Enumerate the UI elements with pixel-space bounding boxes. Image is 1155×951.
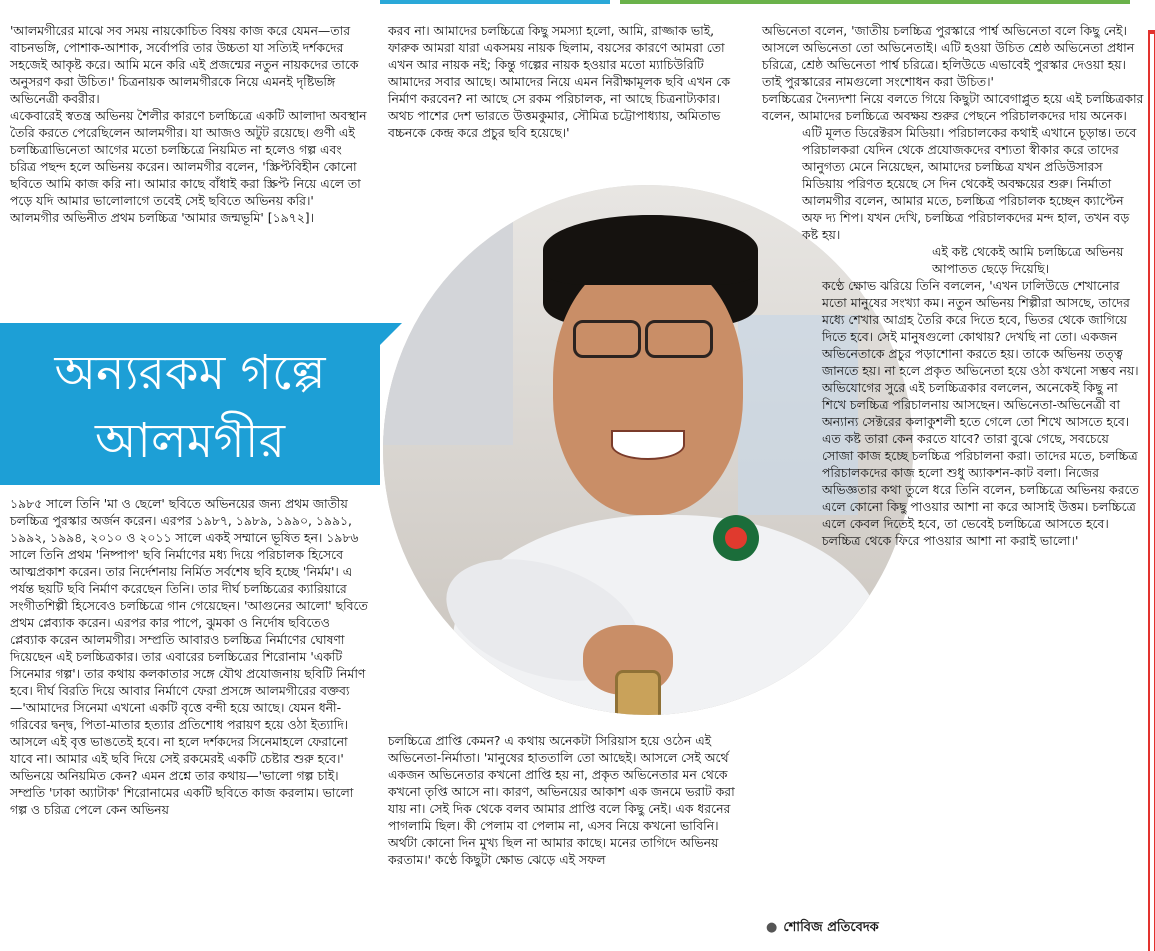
- smile: [611, 430, 685, 460]
- paragraph: চলচ্চিত্রের দৈন্যদশা নিয়ে বলতে গিয়ে কিছুটা আবেগাপ্লুত হয়ে এই চলচ্চিত্রকার বলেন, আমাদের চলচ্চিত্রে অবক্ষয় শুরুর পেছনে পরিচালকদের দায় অনেক।: [762, 91, 1144, 123]
- paragraph: 'আলমগীরের মাঝে সব সময় নায়কোচিত বিষয় কাজ করে যেমন—তার বাচনভঙ্গি, পোশাক-আশাক, সর্বোপরি তার উচ্চতা যা সত্যিই দর্শকদের সহজেই আকৃষ্ট করে। আমি মনে করি এই প্রজন্মের নতুন নায়কদের তাকে অনুসরণ করা উচিত।' চিত্রনায়ক আলমগীরকে নিয়ে এমনই দৃষ্টিভঙ্গি অভিনেত্রী কবরীর।: [10, 23, 359, 106]
- top-bar-green: [620, 0, 1130, 4]
- glasses-right: [645, 320, 713, 358]
- paragraph: ১৯৮৫ সালে তিনি 'মা ও ছেলে' ছবিতে অভিনয়ের জন্য প্রথম জাতীয় চলচ্চিত্র পুরস্কার অর্জন করেন। এরপর ১৯৮৭, ১৯৮৯, ১৯৯০, ১৯৯১, ১৯৯২, ১৯৯৪, ২০১০ ও ২০১১ সালে একই সম্মানে ভূষিত হন। ১৯৮৬ সালে তিনি প্রথম 'নিষ্পাপ' ছবি নির্মাণের মধ্য দিয়ে পরিচালক হিসেবে আত্মপ্রকাশ করেন। তার নির্দেশনায় নির্মিত সর্বশেষ ছবি হচ্ছে 'নির্মম'। এ পর্যন্ত ছয়টি ছবি নির্মাণ করেছেন তিনি। তার দীর্ঘ চলচ্চিত্রের ক্যারিয়ারে সংগীতশিল্পী হিসেবেও চলচ্চিত্রে গান গেয়েছেন। 'আগুনের আলো' ছবিতে প্রথম প্লেব্যাক করেন। এরপর কার পাপে, ঝুমকা ও নির্দোষ ছবিতেও প্লেব্যাক করেন আলমগীর। সম্প্রতি আবারও চলচ্চিত্র নির্মাণের ঘোষণা দিয়েছেন এই চলচ্চিত্রকার। তার এবারের চলচ্চিত্রের শিরোনাম 'একটি সিনেমার গল্প'। তার কথায় কলকাতার সঙ্গে যৌথ প্রযোজনায় ছবিটি নির্মাণ হবে। দীর্ঘ বিরতি দিয়ে আবার নির্মাণে ফেরা প্রসঙ্গে আলমগীরের বক্তব্য—'আমাদের সিনেমা এখনো একটি বৃত্তে বন্দী হয়ে আছে। যেমন ধনী-গরিবের দ্বন্দ্ব, পিতা-মাতার হত্যার প্রতিশোধ পরায়ণ হয়ে ওঠা ইত্যাদি। আসলে এই বৃত্ত ভাঙতেই হবে। না হলে দর্শকদের সিনেমাহলে ফেরানো যাবে না। আমার এই ছবি দিয়ে সেই রকমেরই একটি চেষ্টার শুরু হবে।' অভিনয়ে অনিয়মিত কেন? এমন প্রশ্নে তার কথায়—'ভালো গল্প চাই। সম্প্রতি 'ঢাকা অ্যাটাক' শিরোনামের একটি ছবিতে কাজ করলাম। ভালো গল্প ও চরিত্র পেলে কেন অভিনয়: [10, 496, 368, 817]
- paragraph: করব না। আমাদের চলচ্চিত্রে কিছু সমস্যা হলো, আমি, রাজ্জাক ভাই, ফারুক আমরা যারা একসময় নায়ক ছিলাম, বয়সের কারণে আমরা তো এখন আর নায়ক নই; কিন্তু গল্পের নায়ক হওয়ার মতো ম্যাচিউরিটি আমাদের সবার আছে। আমাদের নিয়ে এমন নিরীক্ষামূলক ছবি এখন কে নির্মাণ করবেন? না আছে সে রকম পরিচালক, না আছে চিত্রনাট্যকার। অথচ পাশের দেশ ভারতে উত্তমকুমার, সৌমিত্র চট্টোপাধ্যায়, অমিতাভ বচ্চনকে কেন্দ্র করে প্রচুর ছবি হয়েছে।': [388, 23, 731, 140]
- photo-wall: [383, 185, 513, 445]
- headline-box: [0, 323, 380, 485]
- face: [553, 255, 743, 515]
- wristwatch-icon: [615, 670, 661, 715]
- byline: [766, 918, 879, 939]
- headline-line-2: আলমগীর: [94, 413, 285, 469]
- paragraph: কণ্ঠে ক্ষোভ ঝরিয়ে তিনি বললেন, 'এখন ঢালিউডে শেখানোর মতো মানুষের সংখ্যা কম। নতুন অভিনয় শিল্পীরা আসছে, তাদের মধ্যে শেখার আগ্রহ তৈরি করে দিতে হবে, ভিতর থেকে জাগিয়ে দিতে হবে। সেই মানুষগুলো কোথায়? দেখছি না তো। একজন অভিনেতাকে প্রচুর পড়াশোনা করতে হয়। তাকে অভিনয় তত্ত্ব জানতে হয়। না হলে প্রকৃত অভিনেতা হয়ে ওঠা কখনো সম্ভব নয়। অভিযোগের সুরে এই চলচ্চিত্রকার বললেন, অনেকেই কিছু না শিখে চলচ্চিত্র পরিচালনায় আসছেন। অভিনেতা-অভিনেত্রী বা অন্যান্য সেক্টরের কলাকুশলী হতে গেলে তো শিখে আসতে হবে। এত কষ্ট তারা কেন করতে যাবে? তারা বুঝে গেছে, সবচেয়ে সোজা কাজ হচ্ছে চলচ্চিত্র পরিচালনা করা। তাদের মতে, চলচ্চিত্র পরিচালকদের কাজ হলো শুধু অ্যাকশন-কাট বলা। নিজের অভিজ্ঞতার কথা তুলে ধরে তিনি বলেন, চলচ্চিত্রে অভিনয় করতে এলে কোনো কিছু পাওয়ার আশা না করে আসাই উত্তম। চলচ্চিত্রে এলে কেবল দিতেই হবে, তা ভেবেই চলচ্চিত্রে আসতে হবে। চলচ্চিত্র থেকে ফিরে পাওয়ার আশা না করাই ভালো।': [822, 278, 1139, 548]
- byline-text: শোবিজ প্রতিবেদক: [783, 920, 879, 935]
- headline-line-1: অন্যরকম গল্পে: [54, 345, 326, 401]
- paragraph: চলচ্চিত্রে প্রাপ্তি কেমন? এ কথায় অনেকটা সিরিয়াস হয়ে ওঠেন এই অভিনেতা-নির্মাতা। 'মানুষের হাততালি তো আছেই। আসলে সেই অর্থে একজন অভিনেতার কখনো প্রাপ্তি হয় না, প্রকৃত অভিনেতার মন থেকে কখনো তৃপ্তি আসে না। কারণ, অভিনয়ের আকাশ এক জনমে ভরাট করা যায় না। সেই দিক থেকে বলব আমার প্রাপ্তি বলে কিছু নেই। এক ধরনের পাগলামি ছিল। কী পেলাম বা পেলাম না, এসব নিয়ে কখনো ভাবিনি। অর্থটা কোনো দিন মুখ্য ছিল না আমার কাছে। মনের তাগিদে অভিনয় করতাম।' কণ্ঠে কিছুটা ক্ষোভ ঝেড়ে এই সফল: [388, 733, 735, 867]
- bullet-icon: ●: [766, 920, 778, 935]
- top-bar-blue: [380, 0, 610, 4]
- paragraph: অভিনেতা বলেন, 'জাতীয় চলচ্চিত্র পুরস্কারে পার্শ্ব অভিনেতা বলে কিছু নেই। আসলে অভিনেতা তো অভিনেতাই। এটি হওয়া উচিত শ্রেষ্ঠ অভিনেতা প্রধান চরিত্রে, শ্রেষ্ঠ অভিনেতা পার্শ্ব চরিত্রে। হলিউডে এভাবেই পুরস্কার দেওয়া হয়। তাই পুরস্কারের নামগুলো সংশোধন করা উচিত।': [762, 23, 1135, 89]
- hair-top: [543, 215, 758, 285]
- paragraph: এটি মূলত ডিরেক্টরস মিডিয়া। পরিচালকের কথাই এখানে চূড়ান্ত। তবে পরিচালকরা যেদিন থেকে প্রযোজকদের বশ্যতা স্বীকার করে তাদের আনুগত্য মেনে নিয়েছেন, আমাদের চলচ্চিত্র যখন প্রডিউসারস মিডিয়ায় পরিণত হয়েছে সে দিন থেকেই অবক্ষয়ের শুরু। নির্মাতা আলমগীর বলেন, আমার মতে, চলচ্চিত্র পরিচালক হচ্ছেন ক্যাপ্টেন অফ দ্য শিপ। যখন দেখি, চলচ্চিত্র পরিচালকদের মন্দ হাল, তখন বড় কষ্ট হয়।: [802, 125, 1137, 242]
- flag-badge-dot: [725, 527, 747, 549]
- paragraph: আলমগীর অভিনীত প্রথম চলচ্চিত্র 'আমার জন্মভূমি' [১৯৭২]।: [10, 210, 315, 225]
- column-1-bottom: [10, 495, 370, 818]
- column-1-top: [10, 22, 370, 226]
- side-rule-inner: [1150, 34, 1154, 951]
- column-2-bottom: [388, 732, 748, 868]
- glasses-left: [573, 320, 641, 358]
- paragraph: এই কষ্ট থেকেই আমি চলচ্চিত্রে অভিনয় আপাতত ছেড়ে দিয়েছি।: [932, 244, 1124, 276]
- column-2-top: [388, 22, 748, 141]
- column-3: [762, 22, 1144, 549]
- paragraph: একেবারেই স্বতন্ত্র অভিনয় শৈলীর কারণে চলচ্চিত্রে একটি আলাদা অবস্থান তৈরি করতে পেরেছিলেন আলমগীর। যা আজও অটুট রয়েছে। গুণী এই চলচ্চিত্রাভিনেতা আগের মতো চলচ্চিত্রে নিয়মিত না হলেও গল্প এবং চরিত্র পছন্দ হলে অভিনয় করেন। আলমগীর বলেন, 'স্ক্রিপ্টবিহীন কোনো ছবিতে আমি কাজ করি না। আমার কাছে বাঁধাই করা স্ক্রিপ্ট নিয়ে এলে তা পড়ে যদি আমার ভালোলাগে তবেই সেই ছবিতে অভিনয় করি।': [10, 108, 367, 208]
